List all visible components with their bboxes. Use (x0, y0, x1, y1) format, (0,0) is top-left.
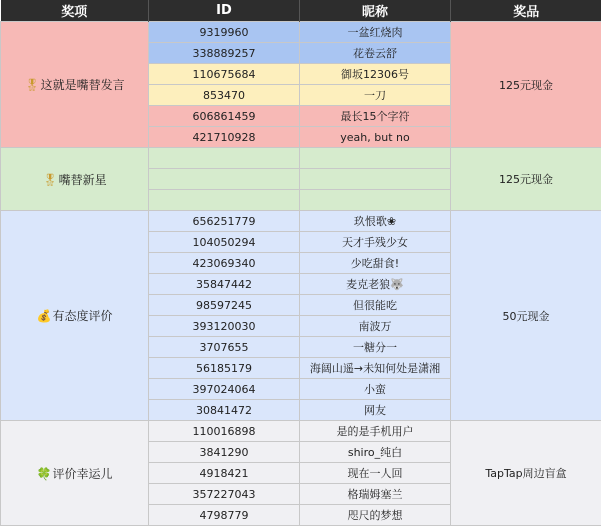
id-cell: 421710928 (149, 127, 300, 148)
id-cell (149, 169, 300, 190)
nickname-cell: 咫尺的梦想 (300, 505, 451, 526)
nickname-cell (300, 169, 451, 190)
id-cell: 853470 (149, 85, 300, 106)
nickname-cell: 花卷云舒 (300, 43, 451, 64)
id-cell: 423069340 (149, 253, 300, 274)
id-cell: 4798779 (149, 505, 300, 526)
id-cell: 3707655 (149, 337, 300, 358)
id-cell: 56185179 (149, 358, 300, 379)
nickname-cell: 小蛮 (300, 379, 451, 400)
prize-cell: 125元现金 (451, 148, 601, 211)
id-cell (149, 190, 300, 211)
award-cell (1, 148, 149, 211)
nickname-cell (300, 190, 451, 211)
table-row (1, 22, 601, 43)
nickname-cell: 网友 (300, 400, 451, 421)
nickname-cell: 御坂12306号 (300, 64, 451, 85)
nickname-cell: 少吃甜食! (300, 253, 451, 274)
nickname-cell: shiro_纯白 (300, 442, 451, 463)
gift-icon: 💰 (37, 309, 52, 323)
nickname-cell: 一糖分一 (300, 337, 451, 358)
nickname-cell: 现在一人回 (300, 463, 451, 484)
id-cell: 110675684 (149, 64, 300, 85)
header-nickname: 昵称 (300, 0, 451, 22)
table-row (1, 211, 601, 232)
nickname-cell: 玖恨歌❀ (300, 211, 451, 232)
award-name: 这就是嘴替发言 (41, 78, 125, 92)
id-cell: 3841290 (149, 442, 300, 463)
id-cell: 606861459 (149, 106, 300, 127)
prize-cell: 125元现金 (451, 22, 601, 148)
award-cell (1, 211, 149, 421)
award-name: 有态度评价 (52, 309, 112, 323)
nickname-cell: 南波万 (300, 316, 451, 337)
award-name: 嘴替新星 (59, 173, 107, 187)
nickname-cell: yeah, but no (300, 127, 451, 148)
nickname-cell: 麦克老狼🐺 (300, 274, 451, 295)
award-cell (1, 22, 149, 148)
nickname-cell: 一刀 (300, 85, 451, 106)
nickname-cell: 但很能吃 (300, 295, 451, 316)
nickname-cell: 格瑞姆塞兰 (300, 484, 451, 505)
header-award: 奖项 (1, 0, 149, 22)
medal-icon: 🎖 (24, 78, 39, 92)
nickname-cell: 是的是手机用户 (300, 421, 451, 442)
id-cell: 4918421 (149, 463, 300, 484)
id-cell: 110016898 (149, 421, 300, 442)
id-cell: 104050294 (149, 232, 300, 253)
id-cell (149, 148, 300, 169)
table-row (1, 421, 601, 442)
header-prize: 奖品 (451, 0, 601, 22)
id-cell: 656251779 (149, 211, 300, 232)
id-cell: 357227043 (149, 484, 300, 505)
id-cell: 35847442 (149, 274, 300, 295)
nickname-cell (300, 148, 451, 169)
id-cell: 30841472 (149, 400, 300, 421)
nickname-cell: 一盆红烧肉 (300, 22, 451, 43)
header-id: ID (149, 0, 300, 22)
award-cell (1, 421, 149, 526)
id-cell: 98597245 (149, 295, 300, 316)
prize-cell: 50元现金 (451, 211, 601, 421)
table-row (1, 148, 601, 169)
id-cell: 9319960 (149, 22, 300, 43)
nickname-cell: 最长15个字符 (300, 106, 451, 127)
medal-icon: 🎖 (42, 173, 57, 187)
nickname-cell: 海阔山遥→未知何处是潇湘 (300, 358, 451, 379)
award-name: 评价幸运儿 (52, 467, 112, 481)
nickname-cell: 天才手残少女 (300, 232, 451, 253)
clover-icon: 🍀 (37, 467, 52, 481)
id-cell: 338889257 (149, 43, 300, 64)
prize-cell: TapTap周边盲盒 (451, 421, 601, 526)
header-row (1, 0, 601, 22)
id-cell: 397024064 (149, 379, 300, 400)
id-cell: 393120030 (149, 316, 300, 337)
